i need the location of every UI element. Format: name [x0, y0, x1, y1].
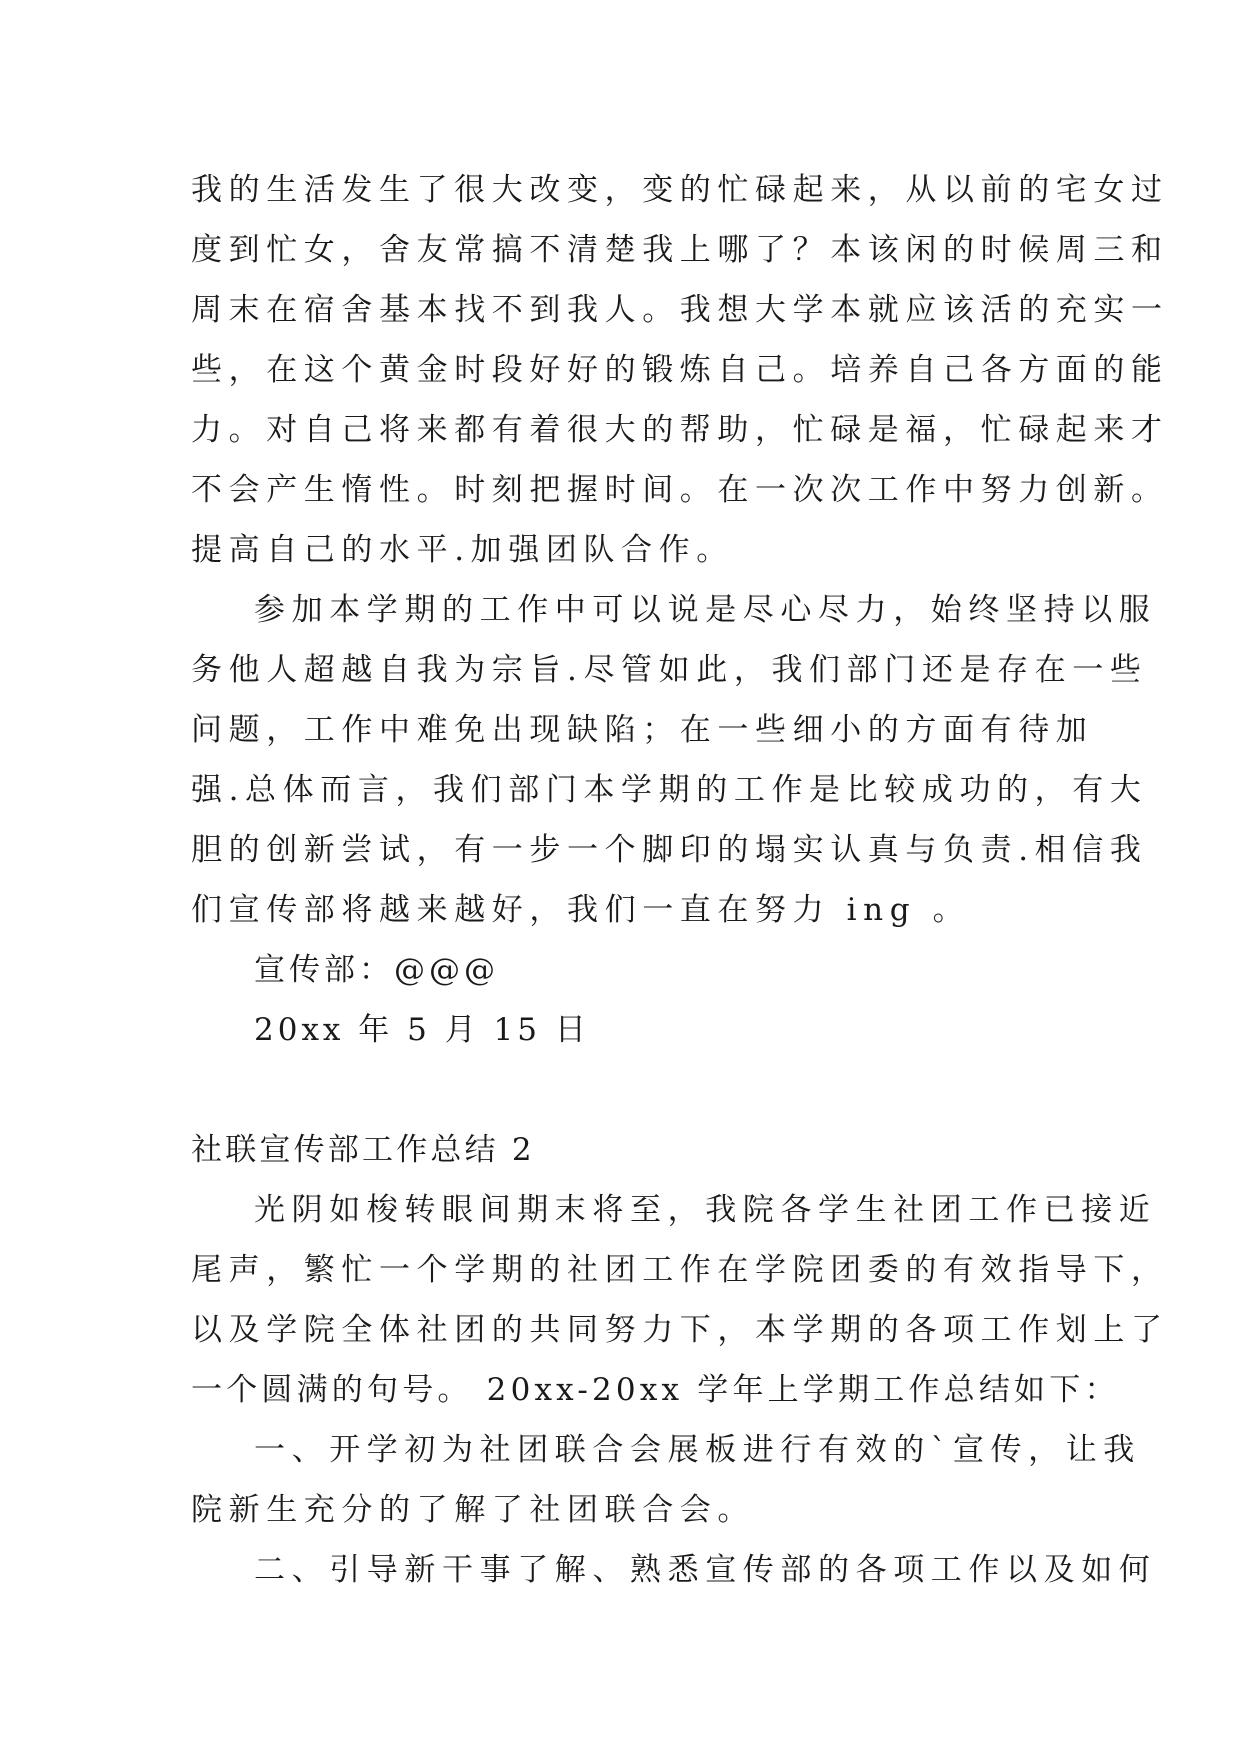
text-line: 们宣传部将越来越好，我们一直在努力 ing 。 — [191, 892, 971, 928]
text-line: 我的生活发生了很大改变，变的忙碌起来，从以前的宅女过 — [191, 172, 1169, 208]
text-line: 一、开学初为社团联合会展板进行有效的`宣传，让我 — [254, 1432, 1141, 1468]
text-line: 胆的创新尝试，有一步一个脚印的塌实认真与负责.相信我 — [191, 832, 1148, 868]
text-line: 参加本学期的工作中可以说是尽心尽力，始终坚持以服 — [254, 592, 1157, 628]
text-line: 尾声，繁忙一个学期的社团工作在学院团委的有效指导下， — [191, 1252, 1169, 1288]
text-line: 以及学院全体社团的共同努力下，本学期的各项工作划上了 — [191, 1312, 1169, 1348]
section-title: 社联宣传部工作总结 2 — [191, 1132, 535, 1168]
text-line: 光阴如梭转眼间期末将至，我院各学生社团工作已接近 — [254, 1192, 1157, 1228]
text-line: 问题，工作中难免出现缺陷；在一些细小的方面有待加 — [191, 712, 1094, 748]
text-line: 周末在宿舍基本找不到我人。我想大学本就应该活的充实一 — [191, 292, 1169, 328]
text-line: 强.总体而言，我们部门本学期的工作是比较成功的，有大 — [191, 772, 1148, 808]
text-line: 一个圆满的句号。 20xx-20xx 学年上学期工作总结如下： — [191, 1372, 1120, 1408]
text-line: 务他人超越自我为宗旨.尽管如此，我们部门还是存在一些 — [191, 652, 1148, 688]
text-line: 院新生充分的了解了社团联合会。 — [191, 1492, 755, 1528]
text-line: 度到忙女，舍友常搞不清楚我上哪了？本该闲的时候周三和 — [191, 232, 1169, 268]
text-line: 力。对自己将来都有着很大的帮助，忙碌是福，忙碌起来才 — [191, 412, 1169, 448]
text-line: 些，在这个黄金时段好好的锻炼自己。培养自己各方面的能 — [191, 352, 1169, 388]
text-line: 不会产生惰性。时刻把握时间。在一次次工作中努力创新。 — [191, 472, 1169, 508]
signature: 宣传部：@@@ — [254, 952, 499, 988]
date: 20xx 年 5 月 15 日 — [254, 1012, 590, 1048]
text-line: 二、引导新干事了解、熟悉宣传部的各项工作以及如何 — [254, 1552, 1157, 1588]
text-line: 提高自己的水平.加强团队合作。 — [191, 532, 734, 568]
